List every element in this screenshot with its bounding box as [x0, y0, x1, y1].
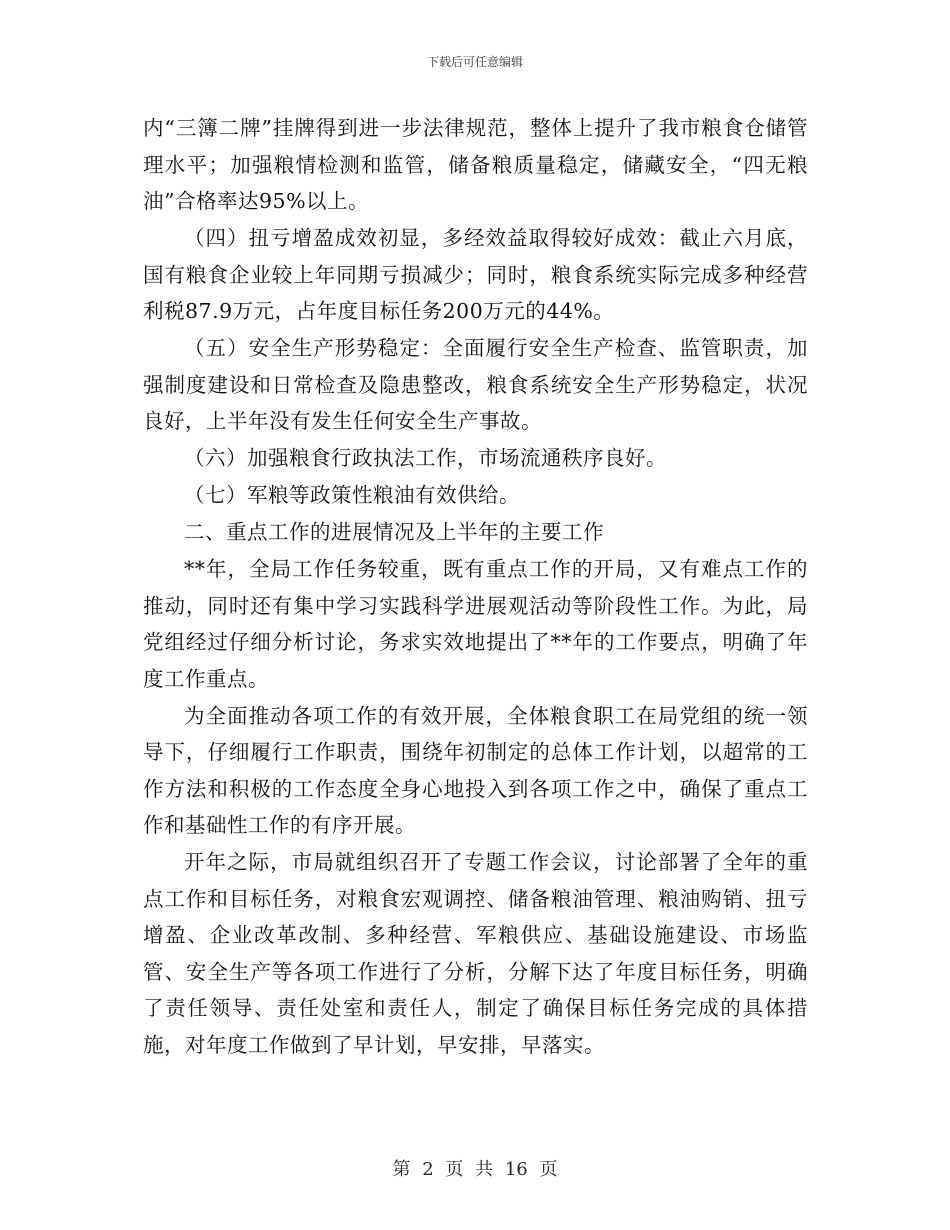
paragraph-5: （七）军粮等政策性粮油有效供给。	[184, 483, 520, 507]
paragraph-3: （五）安全生产形势稳定：全面履行安全生产检查、监管职责，加强制度建设和日常检查及隐患整改，粮食系统安全生产形势稳定，状况良好，上半年没有发生任何安全生产事故。	[143, 336, 808, 433]
paragraph-4: （六）加强粮食行政执法工作，市场流通秩序良好。	[184, 446, 667, 470]
page-header: 下载后可任意编辑	[426, 55, 523, 69]
paragraph-9: 开年之际，市局就组织召开了专题工作会议，讨论部署了全年的重点工作和目标任务，对粮食宏观调控、储备粮油管理、粮油购销、扭亏增盈、企业改革改制、多种经营、军粮供应、基础设施建设、市场监管、安全生产等各项工作进行了分析，分解下达了年度目标任务，明确了责任领导、责任处室和责任人，制定了确保目标任务完成的具体措施，对年度工作做到了早计划，早安排，早落实。	[143, 850, 808, 1057]
paragraph-2: （四）扭亏增盈成效初显，多经效益取得较好成效：截止六月底，国有粮食企业较上年同期亏损减少；同时，粮食系统实际完成多种经营利税87.9万元，占年度目标任务200万元的44%。	[143, 226, 808, 323]
document-body	[143, 110, 808, 1064]
paragraph-8: 为全面推动各项工作的有效开展，全体粮食职工在局党组的统一领导下，仔细履行工作职责，围绕年初制定的总体工作计划，以超常的工作方法和积极的工作态度全身心地投入到各项工作之中，确保了重点工作和基础性工作的有序开展。	[143, 703, 808, 837]
paragraph-7: **年，全局工作任务较重，既有重点工作的开局，又有难点工作的推动，同时还有集中学习实践科学进展观活动等阶段性工作。为此，局党组经过仔细分析讨论，务求实效地提出了**年的工作要点，明确了年度工作重点。	[143, 557, 808, 691]
page-number: 第 2 页 共 16 页	[392, 1159, 558, 1180]
paragraph-1: 内“三簿二牌”挂牌得到进一步法律规范，整体上提升了我市粮食仓储管理水平；加强粮情检测和监管，储备粮质量稳定，储藏安全，“四无粮油”合格率达95%以上。	[143, 116, 808, 213]
section-heading: 二、重点工作的进展情况及上半年的主要工作	[184, 520, 604, 544]
